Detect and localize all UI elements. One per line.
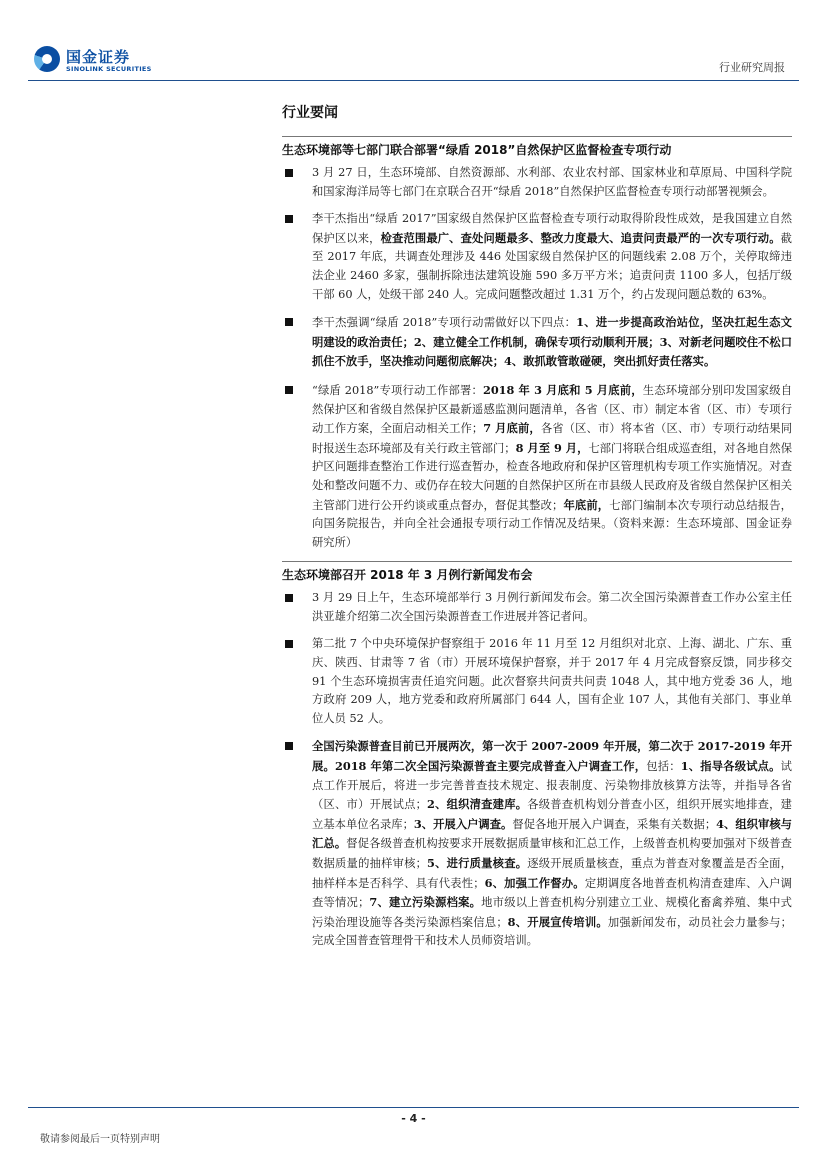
report-type: 行业研究周报 <box>719 61 785 74</box>
body-text: 督促各地开展入户调查，采集有关数据； <box>512 817 717 831</box>
news-list <box>282 136 792 951</box>
body-text: 各级普查机构划分普查小区，组织开展实地排查，建立基本单位名录库； <box>312 798 792 831</box>
body-text: 包括： <box>646 760 681 774</box>
body-text: “绿盾 2018”专项行动工作部署： <box>312 383 483 397</box>
news-bullet <box>282 589 792 626</box>
body-text: 地市级以上普查机构分别建立工业、规模化畜禽养殖、集中式污染治理设施等各类污染源档案信息； <box>312 896 792 929</box>
bold-text: 3、开展入户调查。 <box>413 816 513 831</box>
news-bullet <box>282 381 792 552</box>
body-text: 加强新闻发布，动员社会力量参与；完成全国普查管理骨干和技术人员师资培训。 <box>312 915 792 948</box>
bullet-square-icon <box>285 742 293 750</box>
news-bullet <box>282 164 792 201</box>
bold-text: 7 月底前， <box>483 421 541 436</box>
body-text: 督促各级普查机构按要求开展数据质量审核和汇总工作，上级普查机构要加强对下级普查数据质量的抽样审核； <box>312 837 792 870</box>
body-text: 李干杰强调“绿盾 2018”专项行动需做好以下四点： <box>312 316 577 330</box>
body-text: 3 月 27 日，生态环境部、自然资源部、水利部、农业农村部、国家林业和草原局、中国科学院和国家海洋局等七部门在京联合召开“绿盾 2018”自然保护区监督检查专项行动部署视频会。 <box>312 166 792 198</box>
body-text: 截至 2017 年底，共调查处理涉及 446 处国家级自然保护区的问题线索 2.08 万个，关停取缔违法企业 2460 多家，强制拆除违法建筑设施 590 多万平方米；追责问责 1100 多人，包括厅级干部 60 人，处级干部 240 人。完成问题整改超过 1.31 万个，约占发现问题总数的 63%。 <box>312 231 792 301</box>
bullet-square-icon <box>285 594 293 602</box>
body-text: 试点工作开展后，将进一步完善普查技术规定、报表制度、污染物排放核算方法等，并指导各省（区、市）开展试点； <box>312 760 792 812</box>
bullet-square-icon <box>285 318 293 326</box>
bold-text: 年底前， <box>563 497 610 512</box>
body-text: 七部门编制本次专项行动总结报告，向国务院报告，并向全社会通报专项行动工作情况及结果。（资料来源：生态环境部、国金证券研究所） <box>312 498 792 549</box>
bold-text: 5、进行质量核查。 <box>426 856 528 870</box>
body-text: 生态环境部分别印发国家级自然保护区和省级自然保护区最新遥感监测问题清单，各省（区、市）制定本省（区、市）专项行动工作方案，全面启动相关工作； <box>312 383 792 436</box>
bold-text: 2018 年 3 月底和 5 月底前， <box>482 382 643 397</box>
news-bullet <box>282 313 792 372</box>
body-text: 3 月 29 日上午，生态环境部举行 3 月例行新闻发布会。第二次全国污染源普查工作办公室主任洪亚雄介绍第二次全国污染源普查工作进展并答记者问。 <box>312 591 792 623</box>
bold-text: 1、进一步提高政治站位，坚决扛起生态文明建设的政治责任；2、建立健全工作机制，确保专项行动顺利开展；3、对新老问题咬住不松口抓住不放手，坚决推动问题彻底解决；4、敢抓敢管敢碰硬，突出抓好责任落实。 <box>312 315 792 369</box>
body-text: 第二批 7 个中央环境保护督察组于 2016 年 11 月至 12 月组织对北京、上海、湖北、广东、重庆、陕西、甘肃等 7 省（市）开展环境保护督察，并于 2017 年 4 月完成督察反馈，同步移交 91 个生态环境损害责任追究问题。此次督察共问责共问责 1048 人，其中地方党委 36 人，地方政府 209 人，地方党委和政府所属部门 644 人，国有企业 107 人，其他有关部门、事业单位人员 52 人。 <box>312 637 792 725</box>
body-text: 七部门将联合组成巡查组，对各地自然保护区问题排查整治工作进行巡查暂办，检查各地政府和保护区管理机构专项工作实施情况。对查处和整改问题不力、或仍存在较大问题的自然保护区所在市县级人民政府及省级自然保护区相关主管部门进行公开约谈或重点督办，督促其整改； <box>312 441 792 512</box>
section-title: 行业要闻 <box>282 105 338 121</box>
bold-text: 6、加强工作督办。 <box>484 875 585 890</box>
bold-text: 4、组织审核与汇总。 <box>312 816 792 851</box>
bold-text: 全国污染源普查目前已开展两次，第一次于 2007-2009 年开展，第二次于 2017-2019 年开展。2018 年第二次全国污染源普查主要完成普查入户调查工作， <box>312 739 792 774</box>
bold-text: 2、组织清查建库。 <box>426 797 528 812</box>
bold-text: 检查范围最广、查处问题最多、整改力度最大、追责问责最严的一次专项行动。 <box>380 230 781 245</box>
news-bullet <box>282 737 792 951</box>
bold-text: 8 月至 9 月， <box>515 440 589 455</box>
news-title: 生态环境部等七部门联合部署“绿盾 2018”自然保护区监督检查专项行动 <box>282 136 792 164</box>
logo-icon <box>34 46 60 72</box>
bullet-square-icon <box>285 640 293 648</box>
logo-chinese-name: 国金证券 <box>66 48 131 66</box>
news-bullet <box>282 210 792 304</box>
body-text: 逐级开展质量核查，重点为普查对象覆盖是否全面，抽样样本是否科学、具有代表性； <box>312 857 792 890</box>
logo-english-name: SINOLINK SECURITIES <box>66 65 152 73</box>
bold-text: 7、建立污染源档案。 <box>369 895 482 910</box>
body-text: 李干杰指出“绿盾 2017”国家级自然保护区监督检查专项行动取得阶段性成效，是我国建立自然保护区以来， <box>312 212 792 245</box>
body-text: 各省（区、市）将本省（区、市）专项行动结果同时报送生态环境部及有关行政主管部门； <box>312 422 792 455</box>
page-number: - 4 - <box>401 1112 426 1125</box>
body-text: 定期调度各地普查机构清查建库、入户调查等情况； <box>312 876 792 910</box>
page-header <box>0 0 827 90</box>
bullet-square-icon <box>285 215 293 223</box>
news-title: 生态环境部召开 2018 年 3 月例行新闻发布会 <box>282 561 792 589</box>
bold-text: 1、指导各级试点。 <box>680 759 781 774</box>
news-bullet <box>282 635 792 728</box>
bullet-square-icon <box>285 169 293 177</box>
disclaimer: 敬请参阅最后一页特别声明 <box>40 1134 160 1145</box>
main-content <box>282 96 792 960</box>
header-divider <box>28 80 799 81</box>
bold-text: 8、开展宣传培训。 <box>507 914 608 929</box>
company-logo <box>34 42 164 82</box>
bullet-square-icon <box>285 386 293 394</box>
footer-divider <box>28 1107 799 1108</box>
